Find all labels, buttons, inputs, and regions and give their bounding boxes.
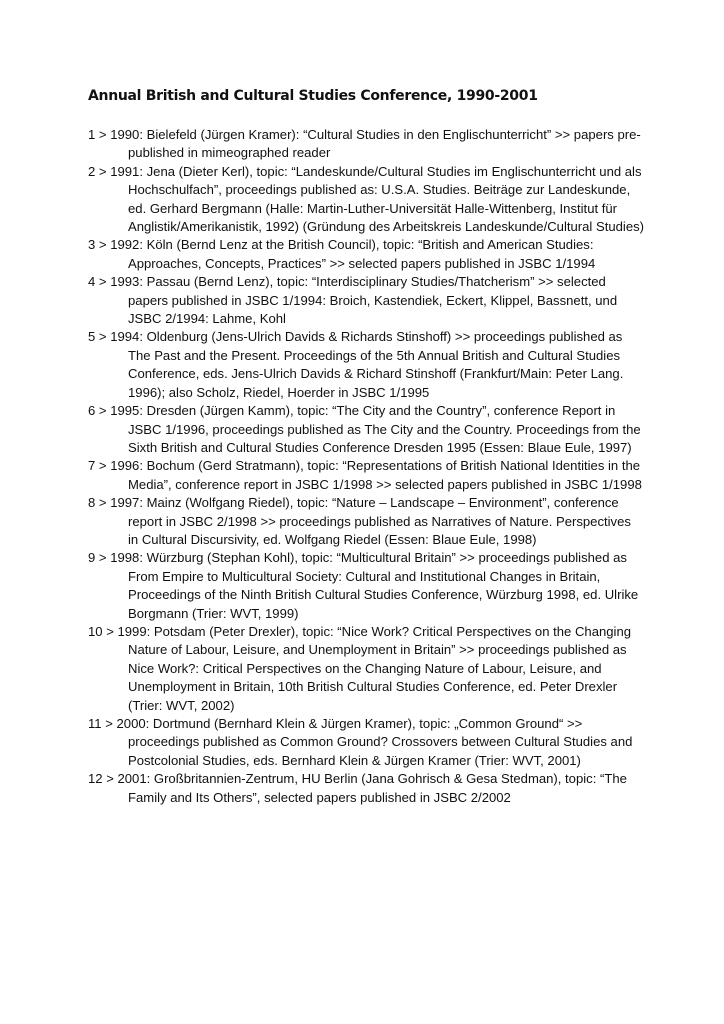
- conference-entry: 7 > 1996: Bochum (Gerd Stratmann), topic: “Representations of British National Identities in the Media”, conference report in JSBC 1/1998 >> selected papers published in JSBC 1/1998: [88, 458, 642, 492]
- conference-entry: 1 > 1990: Bielefeld (Jürgen Kramer): “Cultural Studies in den Englischunterricht” >> papers pre-published in mimeographed reader: [88, 127, 641, 161]
- conference-entry: 4 > 1993: Passau (Bernd Lenz), topic: “Interdisciplinary Studies/Thatcherism” >> selected papers published in JSBC 1/1994: Broich, Kastendiek, Eckert, Klippel, Bassnett, und JSBC 2/1994: Lahme, Kohl: [88, 274, 618, 327]
- conference-entry: 12 > 2001: Großbritannien-Zentrum, HU Berlin (Jana Gohrisch & Gesa Stedman), topic: “The Family and Its Others”, selected papers published in JSBC 2/2002: [88, 771, 627, 805]
- conference-entry: 3 > 1992: Köln (Bernd Lenz at the British Council), topic: “British and American Studies: Approaches, Concepts, Practices” >> selected papers published in JSBC 1/1994: [88, 237, 596, 271]
- conference-entry: 5 > 1994: Oldenburg (Jens-Ulrich Davids & Richards Stinshoff) >> proceedings published as The Past and the Present. Proceedings of the 5th Annual British and Cultural Studies Conference, eds. Jens-Ulrich Davids & Richard Stinshoff (Frankfurt/Main: Peter Lang. 1996); also Scholz, Riedel, Hoerder in JSBC 1/1995: [88, 329, 624, 400]
- conference-entry: 10 > 1999: Potsdam (Peter Drexler), topic: “Nice Work? Critical Perspectives on the Changing Nature of Labour, Leisure, and Unemployment in Britain” >> proceedings published as Nice Work?: Critical Perspectives on the Changing Nature of Labour, Leisure, and Unemployment in Britain, 10th British Cultural Studies Conference, ed. Peter Drexler (Trier: WVT, 2002): [88, 623, 632, 713]
- conference-entry: 9 > 1998: Würzburg (Stephan Kohl), topic: “Multicultural Britain” >> proceedings published as From Empire to Multicultural Society: Cultural and Institutional Changes in Britain, Proceedings of the Ninth British Cultural Studies Conference, Würzburg 1998, ed. Ulrike Borgmann (Trier: WVT, 1999): [88, 550, 639, 621]
- conference-entry: 6 > 1995: Dresden (Jürgen Kamm), topic: “The City and the Country”, conference Report in JSBC 1/1996, proceedings published as The City and the Country. Proceedings from the Sixth British and Cultural Studies Conference Dresden 1995 (Essen: Blaue Eule, 1997): [88, 403, 641, 455]
- conference-entry: 11 > 2000: Dortmund (Bernhard Klein & Jürgen Kramer), topic: „Common Ground“ >> proceedings published as Common Ground? Crossovers between Cultural Studies and Postcolonial Studies, eds. Bernhard Klein & Jürgen Kramer (Trier: WVT, 2001): [88, 716, 633, 768]
- conference-entry: 8 > 1997: Mainz (Wolfgang Riedel), topic: “Nature – Landscape – Environment”, conference report in JSBC 2/1998 >> proceedings published as Narratives of Nature. Perspectives in Cultural Discursivity, ed. Wolfgang Riedel (Essen: Blaue Eule, 1998): [88, 495, 631, 547]
- conference-entry: 2 > 1991: Jena (Dieter Kerl), topic: “Landeskunde/Cultural Studies im Englischunterricht und als Hochschulfach”, proceedings published as: U.S.A. Studies. Beiträge zur Landeskunde, ed. Gerhard Bergmann (Halle: Martin-Luther-Universität Halle-Wittenberg, Institut für Anglistik/Amerikanistik, 1992) (Gründung des Arbeitskreis Landeskunde/Cultural Studies): [88, 163, 645, 235]
- document-title: Annual British and Cultural Studies Conference, 1990-2001: [88, 88, 538, 104]
- conference-list: [88, 126, 644, 807]
